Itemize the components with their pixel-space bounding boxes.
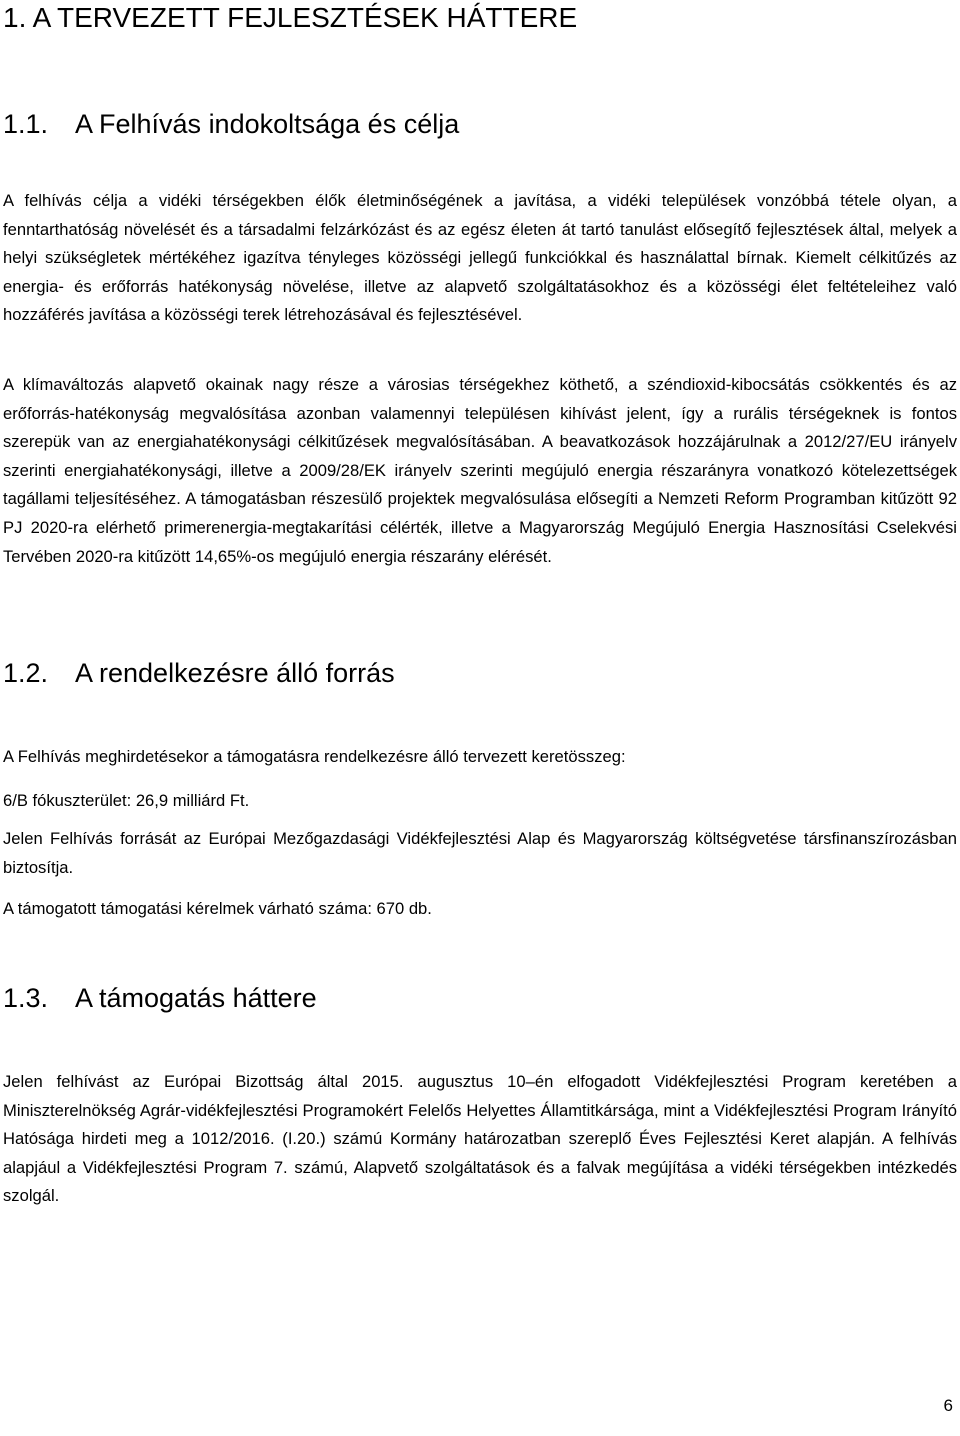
section-heading-1-3 bbox=[3, 981, 317, 1015]
section-heading-1-1 bbox=[3, 107, 459, 141]
paragraph-focus-area: 6/B fókuszterület: 26,9 milliárd Ft. bbox=[3, 791, 250, 810]
section-number: 1.3. bbox=[3, 983, 49, 1013]
paragraph-background: Jelen felhívást az Európai Bizottság által 2015. augusztus 10–én elfogadott Vidékfejlesztési Program keretében a Miniszterelnökség Agrár-vidékfejlesztési Programokért Felelős Helyettes Államtitkársága, mint a Vidékfejlesztési Program Irányító Hatósága hirdeti meg a 1012/2016. (I.20.) számú Kormány határozatban szereplő Éves Fejlesztési Keret alapján. A felhívás alapjául a Vidékfejlesztési Program 7. számú, Alapvető szolgáltatások és a falvak megújítása a vidéki térségekben intézkedés szolgál. bbox=[3, 1072, 957, 1206]
page-number: 6 bbox=[943, 1396, 953, 1415]
paragraph-climate: A klímaváltozás alapvető okainak nagy része a városias térségekhez köthető, a széndioxid-kibocsátás csökkentés és az erőforrás-hatékonyság megvalósítása azonban valamennyi településen kihívást jelent, így a rurális térségeknek is fontos szerepük van az energiahatékonysági célkitűzések megvalósításában. A beavatkozások hozzájárulnak a 2012/27/EU irányelv szerinti energiahatékonysági, illetve a 2009/28/EK irányelv szerinti megújuló energia részarányra vonatkozó kötelezettségek tagállami teljesítéséhez. A támogatásban részesülő projektek megvalósulása elősegíti a Nemzeti Reform Programban kitűzött 92 PJ 2020-ra elérhető primerenergia-megtakarítási célérték, illetve a Magyarország Megújuló Energia Hasznosítási Cselekvési Tervében 2020-ra kitűzött 14,65%-os megújuló energia részarány elérését. bbox=[3, 375, 957, 566]
section-number: 1.1. bbox=[3, 109, 49, 139]
section-number: 1.2. bbox=[3, 658, 49, 688]
section-title: A rendelkezésre álló forrás bbox=[75, 658, 395, 688]
chapter-title: 1. A TERVEZETT FEJLESZTÉSEK HÁTTERE bbox=[3, 2, 578, 33]
paragraph-expected-applications: A támogatott támogatási kérelmek várható száma: 670 db. bbox=[3, 899, 432, 918]
paragraph-purpose: A felhívás célja a vidéki térségekben élők életminőségének a javítása, a vidéki települések vonzóbbá tétele olyan, a fenntarthatóság növelését és a társadalmi felzárkózást és az egész életen át tartó tanulást elősegítő fejlesztések által, melyek a helyi szükségletek mértékéhez igazítva tényleges közösségi jellegű funkciókkal és használattal bírnak. Kiemelt célkitűzés az energia- és erőforrás hatékonyság növelése, illetve az alapvető szolgáltatásokhoz és a közösségi élet feltételeihez való hozzáférés javítása a közösségi terek létrehozásával és fejlesztésével. bbox=[3, 191, 957, 325]
paragraph-budget-intro: A Felhívás meghirdetésekor a támogatásra rendelkezésre álló tervezett keretösszeg: bbox=[3, 747, 626, 766]
paragraph-funding-source: Jelen Felhívás forrását az Európai Mezőgazdasági Vidékfejlesztési Alap és Magyarország költségvetése társfinanszírozásban biztosítja. bbox=[3, 829, 957, 877]
section-heading-1-2 bbox=[3, 656, 395, 690]
section-title: A támogatás háttere bbox=[75, 983, 317, 1013]
section-title: A Felhívás indokoltsága és célja bbox=[75, 109, 460, 139]
